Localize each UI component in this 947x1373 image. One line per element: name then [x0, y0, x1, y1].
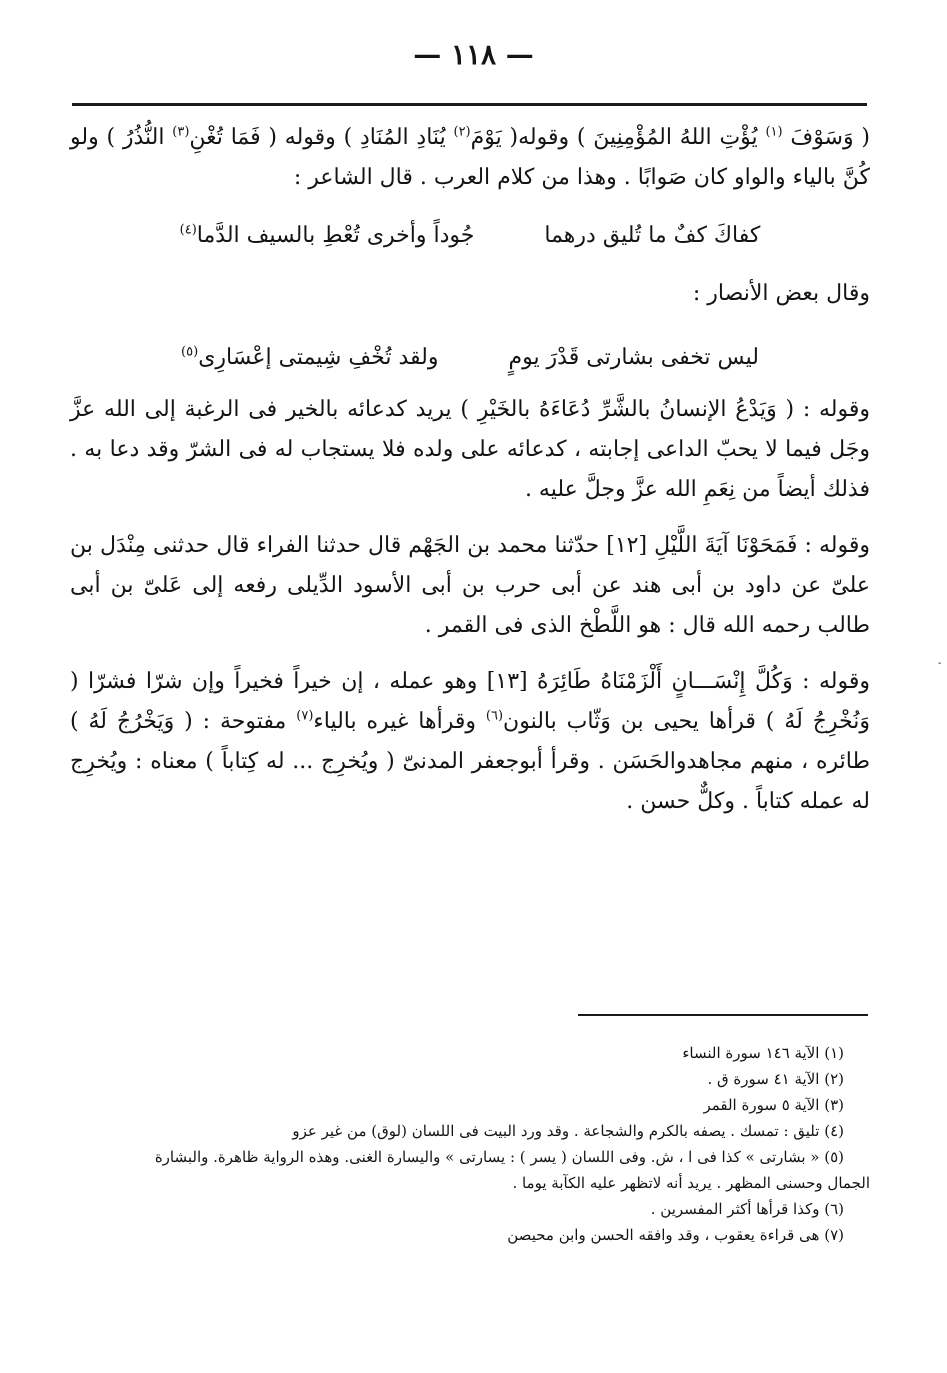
footnote-2: (٢) الآية ٤١ سورة ق . [707, 1070, 844, 1088]
footnote-ref-5[interactable]: (٥) [181, 344, 199, 360]
verse-1-first-hemistich: كفاكَ كفٌ ما تُليق درهما [544, 223, 761, 248]
paragraph-4: وقوله : فَمَحَوْنَا آيَةَ اللَّيْلِ [١٢] حدّثنا محمد بن الجَهْم قال حدثنا الفراء قال حدثنى مِنْدَل بن علىّ عن داود بن أبى هند عن أبى حرب بن أبى الأسود الدِّيلى رفعه إلى عَلىّ بن أبى طالب رحمه الله قال : هو اللَّطْخ الذى فى القمر . [70, 533, 870, 638]
verse-2-second-text: ولقد تُخْفِ شِيمتى إعْسَارِى [198, 345, 439, 370]
main-text [70, 118, 870, 822]
footnote-1: (١) الآية ١٤٦ سورة النساء [682, 1044, 844, 1062]
paragraph-1-text-a: ( وَسَوْفَ [782, 125, 870, 150]
margin-mark: - [938, 658, 942, 669]
paragraph-1-text-c: يُنَادِ المُنَادِ ) وقوله ( فَمَا تُغْنِ [189, 125, 454, 150]
footnote-ref-1[interactable]: (١) [765, 124, 783, 140]
footnote-5-continuation: الجمال وحسنى المظهر . يريد أنه لاتظهر عليه الكآبة يوما . [512, 1174, 870, 1192]
paragraph-5-text-b: وقرأها غيره بالياء [313, 709, 486, 734]
footnote-5: (٥) « بشارتى » كذا فى ا ، ش. وفى اللسان ( يسر ) : يسارتى » واليسارة الغنى. وهذه الرواية ظاهرة. والبشارة [154, 1148, 844, 1166]
paragraph-1-text-d: النُّذُرُ ) ولو كُنَّ بالياء والواو كان صَوابًا . وهذا من كلام العرب . قال الشاعر : [70, 125, 870, 190]
paragraph-5-text-a: وقوله : وَكُلَّ إِنْسَـــانٍ أَلْزَمْنَاهُ طَائِرَهُ [١٣] وهو عمله ، إن خيراً فخيراً وإن شرّا فشرّا ( وَنُخْرِجُ لَهُ ) قرأها يحيى بن وَثّاب بالنون [70, 669, 871, 734]
verse-2-first-hemistich: ليس تخفى بشارتى قَدْرَ يومٍ [508, 345, 759, 370]
paragraph-1 [70, 118, 870, 198]
verse-1-second-hemistich [180, 214, 475, 258]
paragraph-2: وقال بعض الأنصار : [692, 281, 870, 306]
footnote-ref-3[interactable]: (٣) [172, 124, 190, 140]
verse-2-second-hemistich [181, 336, 438, 380]
paragraph-3: وقوله : ( وَيَدْعُ الإنسانُ بالشَّرِّ دُعَاءَهُ بالخَيْرِ ) يريد كدعائه بالخير فى الرغبة إلى الله عزَّ وجَل فيما لا يحبّ الداعى إجابته ، كدعائه على ولده فلا يستجاب له فى الشرّ وقد دعا به . فذلك أيضاً من نِعَمِ الله عزَّ وجلَّ عليه . [70, 397, 871, 502]
verse-2 [70, 336, 870, 380]
footnote-7: (٧) هى قراءة يعقوب ، وقد وافقه الحسن وابن محيصن [507, 1226, 844, 1244]
header-rule [72, 103, 867, 106]
page-number: — ١١٨ — [413, 38, 534, 71]
footnote-rule [578, 1014, 868, 1016]
footnote-4: (٤) تليق : تمسك . يصفه بالكرم والشجاعة . وقد ورد البيت فى اللسان (لوق) من غير عزو [292, 1122, 844, 1140]
footnote-ref-2[interactable]: (٢) [453, 124, 471, 140]
paragraph-5-text-c: مفتوحة : ( وَيَخْرُجُ لَهُ ) طائره ، منهم مجاهدوالحَسَن . وقرأ أبوجعفر المدنىّ ( ويُخرِج ... له كِتاباً ) معناه : ويُخرِج له عمله كتاباً . وكلٌّ حسن . [70, 709, 870, 814]
footnotes [72, 1040, 870, 1248]
verse-1-second-text: جُوداً وأخرى تُعْطِ بالسيف الدَّما [196, 223, 475, 248]
verse-1 [70, 214, 870, 258]
footnote-6: (٦) وكذا قرأها أكثر المفسرين . [650, 1200, 844, 1218]
footnote-ref-7[interactable]: (٧) [296, 708, 314, 724]
footnote-ref-4[interactable]: (٤) [179, 222, 197, 238]
footnote-ref-6[interactable]: (٦) [485, 708, 504, 724]
paragraph-5 [70, 662, 870, 822]
footnote-3: (٣) الآية ٥ سورة القمر [703, 1096, 844, 1114]
paragraph-1-text-b: يُؤْتِ اللهُ المُؤْمِنِينَ ) وقوله( يَوْمَ [470, 125, 766, 150]
